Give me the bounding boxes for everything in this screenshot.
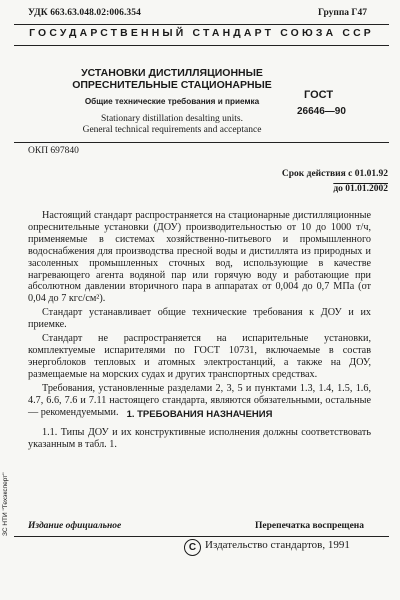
clause-1-1 bbox=[28, 427, 371, 451]
body-paragraph: Требования, установленные разделами 2, 3, 5 и пунктами 1.3, 1.4, 1.5, 1.6, 4.7, 6.6, 7.6 и 7.11 настоящего стандарта, являются обязательными, остальные — рекомендуемыми. bbox=[28, 382, 371, 418]
english-title-line-1: Stationary distillation desalting units. bbox=[101, 114, 243, 124]
side-stamp bbox=[2, 430, 16, 536]
title-block bbox=[52, 67, 292, 136]
standard-banner: ГОСУДАРСТВЕННЫЙ СТАНДАРТ СОЮЗА ССР bbox=[29, 28, 374, 39]
title-line-2: ОПРЕСНИТЕЛЬНЫЕ СТАЦИОНАРНЫЕ bbox=[72, 79, 272, 91]
group-code: Группа Г47 bbox=[318, 8, 367, 18]
validity-period bbox=[282, 167, 388, 197]
gost-label: ГОСТ bbox=[304, 89, 334, 101]
body-paragraph: Стандарт не распространяется на испарительные установки, комплектуемые испарителями по ГОСТ 10731, включаемые в состав энергоблоков тепловых и атомных электростанций, а также на ДОУ, размещаемые на морских судах и других транспортных средствах. bbox=[28, 333, 371, 380]
title-subtitle: Общие технические требования и приемка bbox=[84, 97, 260, 106]
okp-rule bbox=[14, 142, 389, 143]
header-top-rule bbox=[14, 24, 389, 25]
body-paragraph: Настоящий стандарт распространяется на стационарные дистилляционные опреснительные установки (ДОУ) производительностью от 10 до 1000 т/ч, применяемые в системах хозяйственно-питьевого и промышленного водоснабжения для производства пресной воды и дистиллята из природных и засоленных промышленных сточных вод, использующие в качестве нагревающего агента водяной пар или горячую воду и работающие при абсолютном давлении вторичного пара в аппаратах от 0,004 до 0,7 МПа (от 0,04 до 7 кгс/см²). bbox=[28, 210, 371, 305]
gost-number: 26646—90 bbox=[297, 106, 346, 117]
english-title-line-2: General technical requirements and acceptance bbox=[82, 125, 262, 135]
copyright-line bbox=[184, 539, 350, 556]
udk-code: УДК 663.63.048.02:006.354 bbox=[28, 8, 141, 18]
standard-body bbox=[28, 210, 371, 420]
copyright-text: Издательство стандартов, 1991 bbox=[205, 539, 350, 551]
title-line-1: УСТАНОВКИ ДИСТИЛЛЯЦИОННЫЕ bbox=[81, 67, 263, 79]
side-stamp-text: ЗС НТИ "Техэксперт" bbox=[2, 472, 9, 536]
validity-end: до 01.01.2002 bbox=[333, 184, 388, 194]
copyright-icon: С bbox=[184, 539, 201, 556]
section-title: 1. ТРЕБОВАНИЯ НАЗНАЧЕНИЯ bbox=[126, 409, 273, 420]
reprint-prohibited-label: Перепечатка воспрещена bbox=[255, 521, 365, 531]
body-paragraph: Стандарт устанавливает общие технические требования к ДОУ и их приемке. bbox=[28, 307, 371, 331]
okp-code: ОКП 697840 bbox=[28, 146, 79, 156]
header-bottom-rule bbox=[14, 45, 389, 46]
validity-start: Срок действия с 01.01.92 bbox=[281, 169, 388, 179]
clause-text: 1.1. Типы ДОУ и их конструктивные исполнения должны соответствовать указанным в табл. 1. bbox=[28, 427, 371, 450]
official-edition-label: Издание официальное bbox=[28, 521, 122, 531]
footer-rule bbox=[14, 536, 389, 537]
